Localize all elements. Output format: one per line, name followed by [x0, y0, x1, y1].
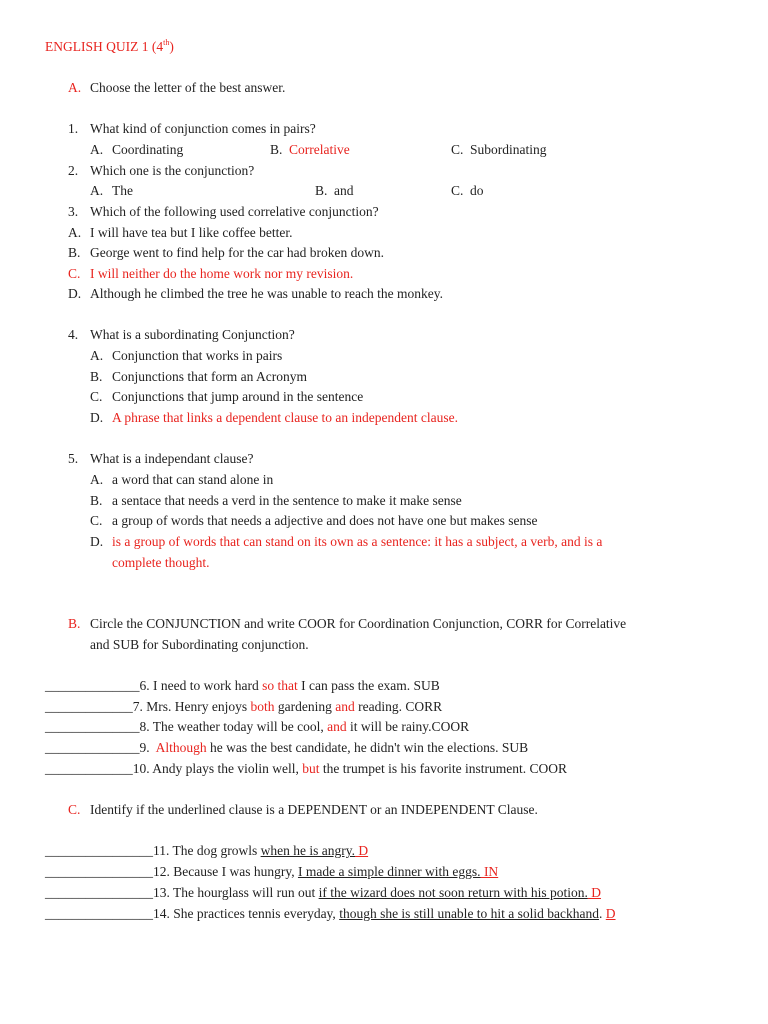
answer-blank[interactable]: ________________ — [45, 906, 153, 921]
q4-option-a: Conjunction that works in pairs — [112, 348, 283, 363]
conjunction: so that — [262, 678, 298, 693]
question-14: ________________14. She practices tennis everyday, though she is still unable to hit a solid backhand. D — [45, 906, 616, 921]
clause-answer: D — [587, 885, 601, 900]
q3-option-d: Although he climbed the tree he was unable to reach the monkey. — [90, 286, 444, 301]
q4-number: 4. — [68, 327, 79, 342]
q5-option-b: a sentace that needs a verd in the sentence to make it make sense — [112, 493, 462, 508]
q5-option-a-letter: A. — [90, 472, 104, 487]
q4-option-d: A phrase that links a dependent clause to an independent clause. — [112, 410, 459, 425]
q1-option-b: Correlative — [289, 142, 350, 157]
q1-option-c-letter: C. — [451, 142, 464, 157]
answer-blank[interactable]: ________________ — [45, 885, 153, 900]
underlined-clause: I made a simple dinner with eggs. — [297, 864, 481, 879]
q3-option-b: George went to find help for the car had broken down. — [90, 245, 385, 260]
q5-option-d-letter: D. — [90, 534, 104, 549]
section-a-instruction: Choose the letter of the best answer. — [90, 80, 286, 95]
q2-number: 2. — [68, 163, 79, 178]
question-6: ______________6. I need to work hard so that I can pass the exam. SUB — [45, 678, 440, 693]
conjunction: but — [302, 761, 320, 776]
clause-answer: D — [605, 906, 616, 921]
underlined-clause: when he is angry. — [260, 843, 355, 858]
conjunction: Although — [155, 740, 207, 755]
q2-text: Which one is the conjunction? — [90, 163, 255, 178]
answer-blank[interactable]: ________________ — [45, 843, 153, 858]
q5-option-a: a word that can stand alone in — [112, 472, 274, 487]
q4-option-b-letter: B. — [90, 369, 103, 384]
q1-option-a-letter: A. — [90, 142, 104, 157]
q5-option-c-letter: C. — [90, 513, 103, 528]
underlined-clause: if the wizard does not soon return with his potion. — [318, 885, 588, 900]
q4-option-b: Conjunctions that form an Acronym — [112, 369, 307, 384]
answer-blank[interactable]: ______________ — [45, 719, 140, 734]
q2-option-a-letter: A. — [90, 183, 104, 198]
q3-option-c: I will neither do the home work nor my revision. — [90, 266, 354, 281]
section-b-instruction-cont: and SUB for Subordinating conjunction. — [90, 637, 309, 652]
question-9: ______________9. Although he was the best candidate, he didn't win the elections. SUB — [45, 740, 529, 755]
quiz-title: ENGLISH QUIZ 1 (4th) — [45, 37, 174, 54]
section-c-instruction: Identify if the underlined clause is a DEPENDENT or an INDEPENDENT Clause. — [90, 802, 538, 817]
q1-text: What kind of conjunction comes in pairs? — [90, 121, 316, 136]
section-b-instruction: Circle the CONJUNCTION and write COOR for Coordination Conjunction, CORR for Correlative — [90, 616, 627, 631]
q3-option-a: I will have tea but I like coffee better. — [90, 225, 293, 240]
clause-answer: IN — [480, 864, 499, 879]
question-13: ________________13. The hourglass will run out if the wizard does not soon return with his potion. D — [45, 885, 601, 900]
answer-blank[interactable]: _____________ — [45, 761, 133, 776]
q5-option-b-letter: B. — [90, 493, 103, 508]
q3-option-a-letter: A. — [68, 225, 82, 240]
q3-text: Which of the following used correlative conjunction? — [90, 204, 379, 219]
q5-number: 5. — [68, 451, 79, 466]
q2-option-c-letter: C. — [451, 183, 464, 198]
q4-option-c-letter: C. — [90, 389, 103, 404]
q1-option-b-letter: B. — [270, 142, 283, 157]
section-a-letter: A. — [68, 80, 82, 95]
q3-option-b-letter: B. — [68, 245, 81, 260]
answer-blank[interactable]: ______________ — [45, 678, 140, 693]
q4-option-a-letter: A. — [90, 348, 104, 363]
conjunction: and — [335, 699, 355, 714]
answer-blank[interactable]: _____________ — [45, 699, 133, 714]
q4-text: What is a subordinating Conjunction? — [90, 327, 295, 342]
question-10: _____________10. Andy plays the violin well, but the trumpet is his favorite instrument. COOR — [45, 761, 567, 776]
section-b-letter: B. — [68, 616, 81, 631]
q3-option-d-letter: D. — [68, 286, 82, 301]
q3-option-c-letter: C. — [68, 266, 81, 281]
q5-text: What is a independant clause? — [90, 451, 254, 466]
q1-option-a: Coordinating — [112, 142, 184, 157]
q2-option-b-letter: B. — [315, 183, 328, 198]
q5-option-d-continued: complete thought. — [112, 555, 210, 570]
conjunction: both — [250, 699, 275, 714]
q4-option-d-letter: D. — [90, 410, 104, 425]
question-11: ________________11. The dog growls when he is angry. D — [45, 843, 369, 858]
answer-blank[interactable]: ________________ — [45, 864, 153, 879]
q1-option-c: Subordinating — [470, 142, 547, 157]
underlined-clause: though she is still unable to hit a solid backhand — [339, 906, 600, 921]
q3-number: 3. — [68, 204, 79, 219]
q2-option-b: and — [334, 183, 354, 198]
clause-answer: D — [354, 843, 369, 858]
q2-option-c: do — [470, 183, 484, 198]
q5-option-d: is a group of words that can stand on its own as a sentence: it has a subject, a verb, and is a — [112, 534, 603, 549]
q2-option-a: The — [112, 183, 133, 198]
answer-blank[interactable]: ______________ — [45, 740, 140, 755]
section-c-letter: C. — [68, 802, 81, 817]
question-8: ______________8. The weather today will be cool, and it will be rainy.COOR — [45, 719, 470, 734]
question-7: _____________7. Mrs. Henry enjoys both gardening and reading. CORR — [45, 699, 443, 714]
conjunction: and — [327, 719, 347, 734]
q4-option-c: Conjunctions that jump around in the sentence — [112, 389, 364, 404]
q1-number: 1. — [68, 121, 79, 136]
q5-option-c: a group of words that needs a adjective and does not have one but makes sense — [112, 513, 538, 528]
question-12: ________________12. Because I was hungry, I made a simple dinner with eggs. IN — [45, 864, 499, 879]
